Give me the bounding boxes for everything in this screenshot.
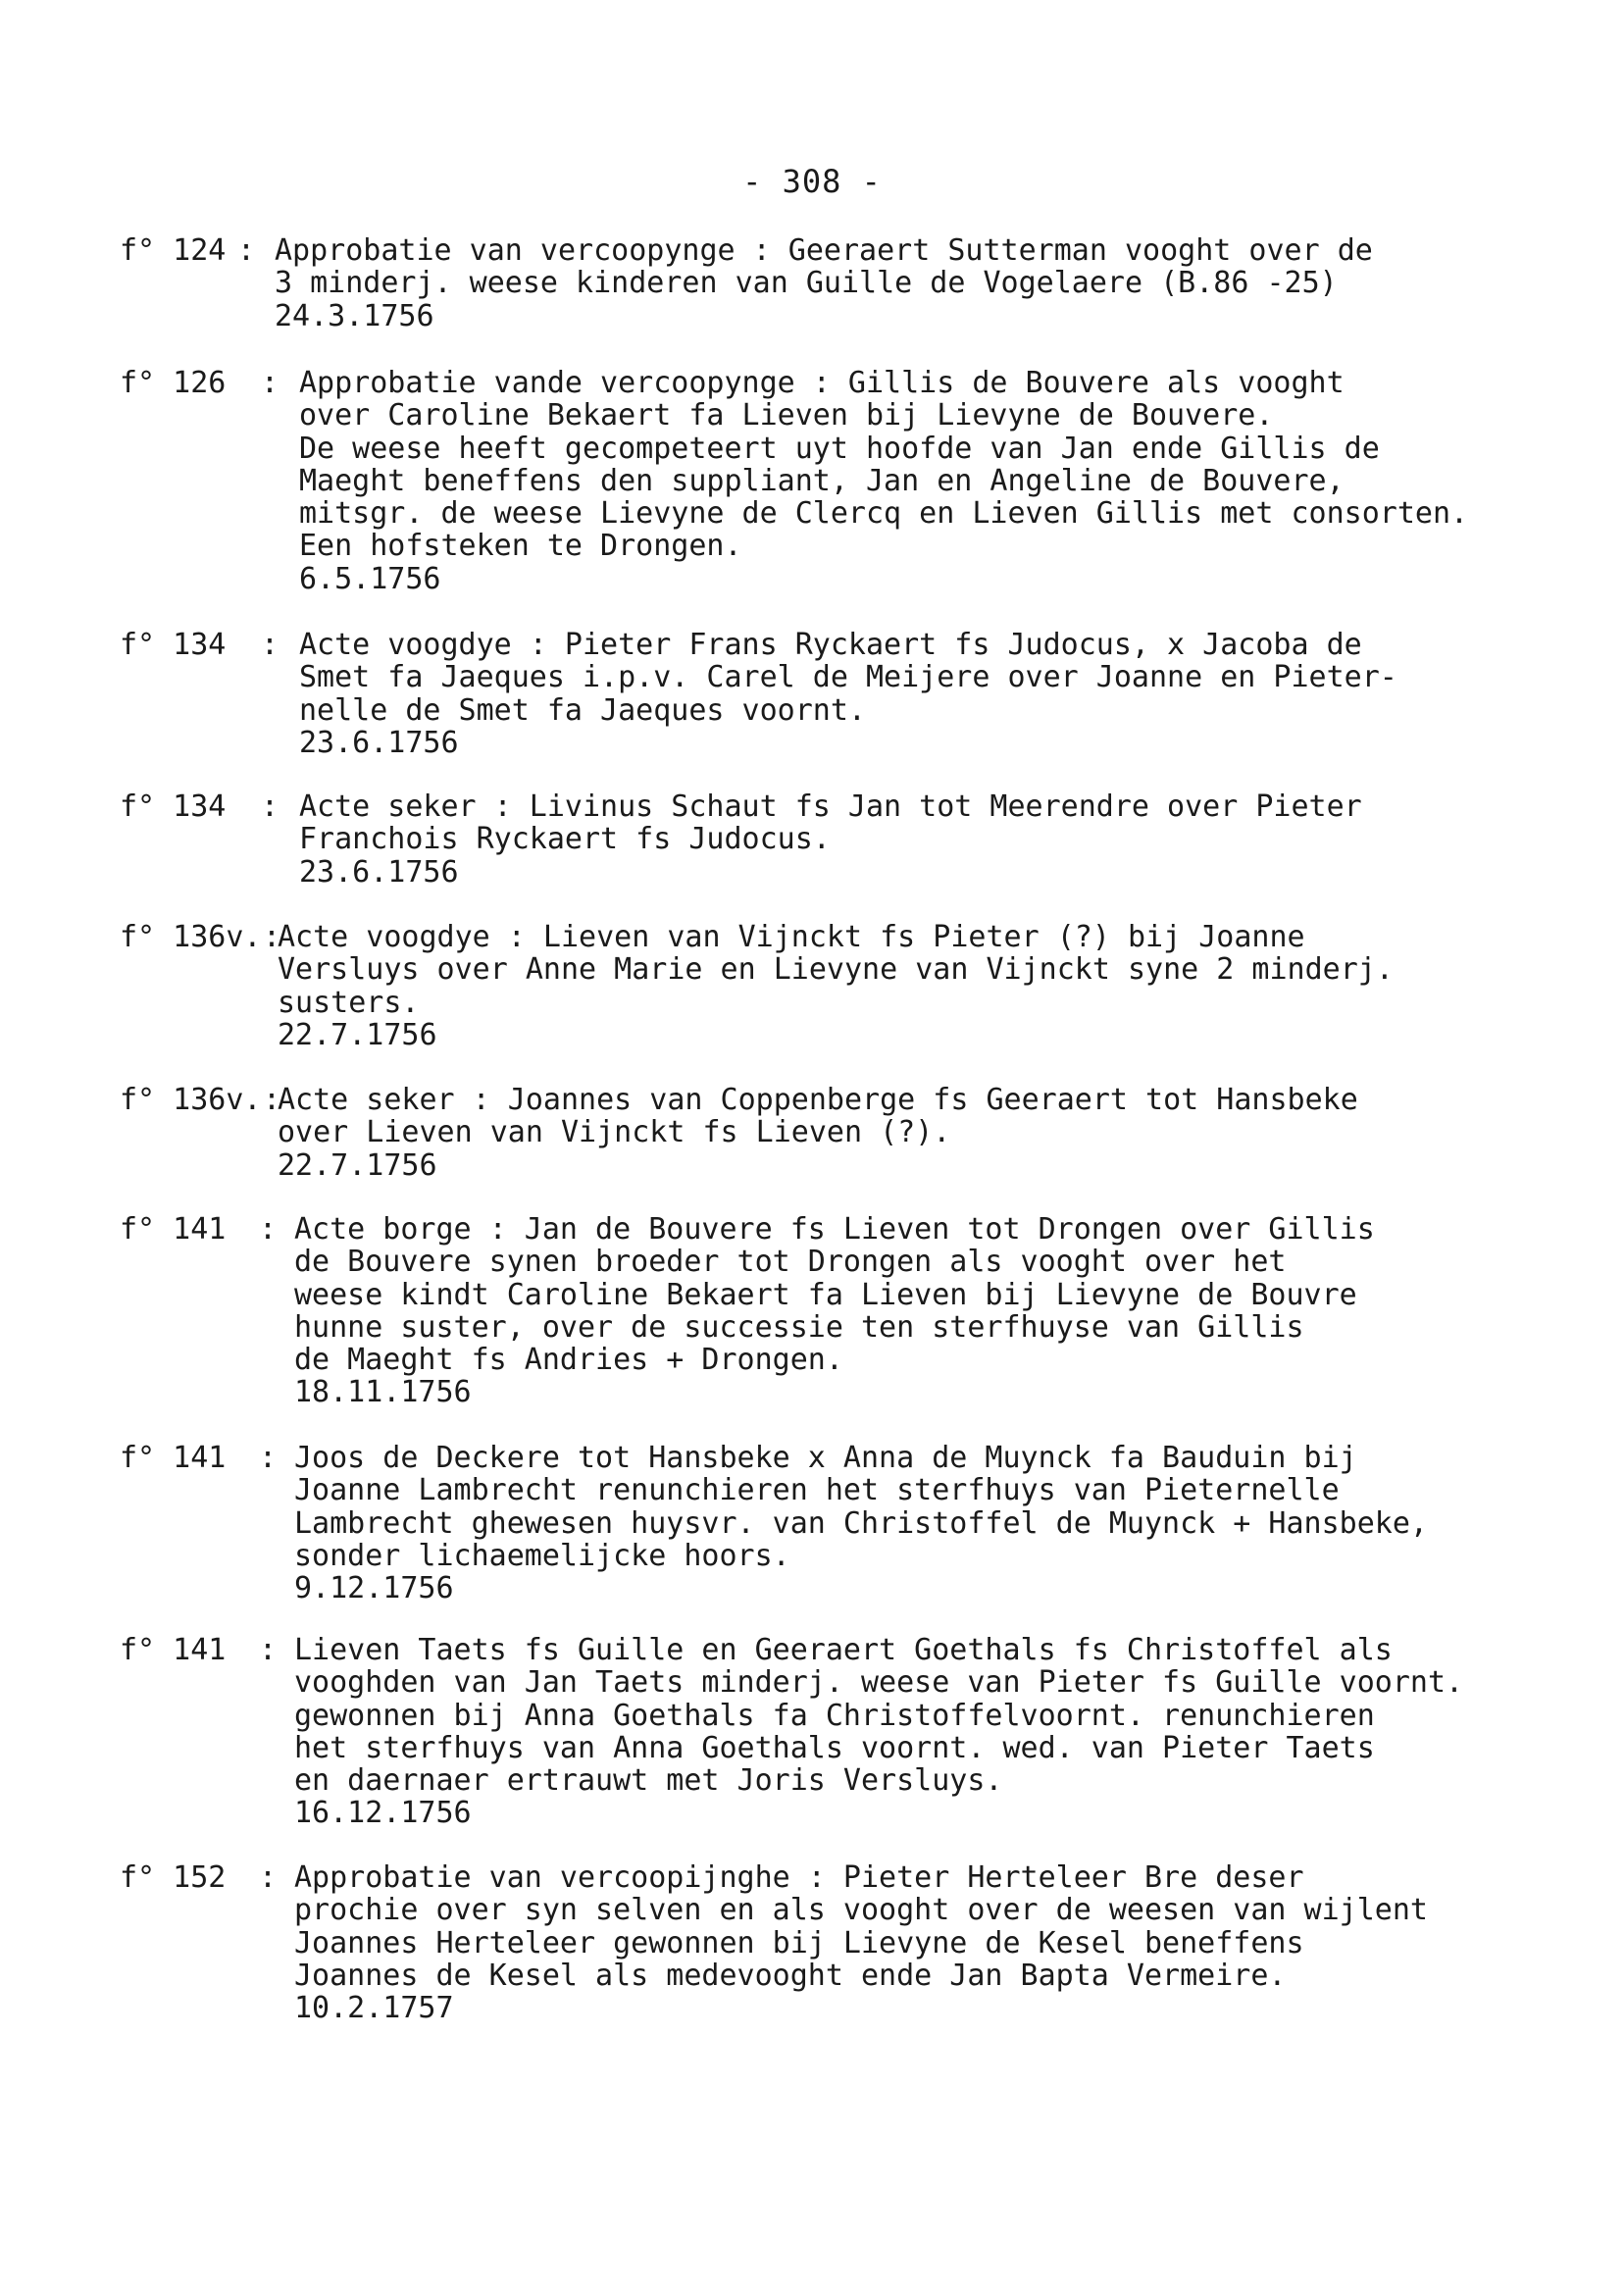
entry-line: Smet fa Jaeques i.p.v. Carel de Meijere over Joanne en Pieter- (299, 660, 1397, 695)
entry-line: Joannes de Kesel als medevooght ende Jan Bapta Vermeire. (294, 1958, 1287, 1993)
entry-text (275, 234, 1373, 332)
entry-line: en daernaer ertrauwt met Joris Versluys. (294, 1763, 1003, 1799)
entry-line: 23.6.1756 (299, 725, 459, 760)
entry-line: Acte seker : Livinus Schaut fs Jan tot Meerendre over Pieter (299, 789, 1362, 824)
entry-line: sonder lichaemelijcke hoors. (294, 1538, 790, 1573)
folio-separator: : (261, 789, 279, 824)
entry-line: Maeght beneffens den suppliant, Jan en Angeline de Bouvere, (299, 463, 1345, 498)
folio-separator: : (259, 1633, 278, 1667)
entry-line: 3 minderj. weese kinderen van Guille de Vogelaere (B.86 -25) (275, 266, 1338, 301)
entry-line: 18.11.1756 (294, 1375, 472, 1410)
entry-line: Lieven Taets fs Guille en Geeraert Goethals fs Christoffel als (294, 1633, 1393, 1667)
folio-separator: : (259, 1860, 278, 1895)
entry-text (278, 921, 1394, 1051)
entry-line: 16.12.1756 (294, 1796, 472, 1831)
folio-separator: : (237, 233, 256, 268)
folio-reference: f° 126 (120, 366, 227, 400)
folio-reference: f° 136v. (120, 920, 262, 954)
entry-line: Approbatie van vercoopynge : Geeraert Sutterman vooght over de (275, 233, 1373, 268)
folio-reference: f° 136v. (120, 1083, 262, 1117)
entry-line: 22.7.1756 (278, 1017, 437, 1052)
entry-line: het sterfhuys van Anna Goethals voornt. wed. van Pieter Taets (294, 1730, 1375, 1765)
entry-line: Lambrecht ghewesen huysvr. van Christoffel de Muynck + Hansbeke, (294, 1505, 1428, 1541)
entry-line: Franchois Ryckaert fs Judocus. (299, 822, 831, 857)
entry-text (299, 629, 1397, 759)
folio-separator: : (259, 1441, 278, 1475)
entry-line: hunne suster, over de successie ten sterfhuyse van Gillis (294, 1309, 1304, 1345)
entry-line: 24.3.1756 (275, 298, 434, 333)
entry-line: Joanne Lambrecht renunchieren het sterfhuys van Pieternelle (294, 1473, 1340, 1508)
entry-line: susters. (278, 985, 420, 1020)
folio-separator: : (261, 628, 279, 662)
entry-line: weese kindt Caroline Bekaert fa Lieven bij Lievyne de Bouvre (294, 1277, 1357, 1312)
entry-line: Approbatie van vercoopijnghe : Pieter Herteleer Bre deser (294, 1860, 1304, 1895)
entry-line: Acte voogdye : Lieven van Vijnckt fs Pieter (?) bij Joanne (278, 920, 1305, 954)
entry-line: De weese heeft gecompeteert uyt hoofde van Jan ende Gillis de (299, 431, 1380, 466)
folio-reference: f° 124 (120, 233, 227, 268)
page-number: - 308 - (742, 163, 882, 200)
entry-line: nelle de Smet fa Jaeques voornt. (299, 692, 866, 728)
entry-text (294, 1861, 1428, 2024)
entry-line: Versluys over Anne Marie en Lievyne van Vijnckt syne 2 minderj. (278, 952, 1394, 988)
folio-reference: f° 141 (120, 1441, 227, 1475)
folio-reference: f° 134 (120, 628, 227, 662)
entry-line: Acte seker : Joannes van Coppenberge fs Geeraert tot Hansbeke (278, 1083, 1358, 1117)
entry-line: de Maeght fs Andries + Drongen. (294, 1343, 843, 1378)
folio-separator: : (263, 1083, 281, 1117)
entry-line: de Bouvere synen broeder tot Drongen als vooght over het (294, 1245, 1287, 1280)
entry-line: 9.12.1756 (294, 1571, 454, 1606)
folio-reference: f° 141 (120, 1212, 227, 1247)
entry-line: Joannes Herteleer gewonnen bij Lievyne de Kesel beneffens (294, 1925, 1304, 1960)
entry-line: mitsgr. de weese Lievyne de Clercq en Lieven Gillis met consorten. (299, 496, 1469, 532)
entry-text (278, 1084, 1358, 1182)
entry-line: over Lieven van Vijnckt fs Lieven (?). (278, 1115, 951, 1150)
entry-line: 23.6.1756 (299, 854, 459, 890)
entry-line: 22.7.1756 (278, 1147, 437, 1183)
entry-line: prochie over syn selven en als vooght over de weesen van wijlent (294, 1893, 1428, 1928)
entry-line: Een hofsteken te Drongen. (299, 529, 742, 564)
folio-separator: : (261, 366, 279, 400)
entry-text (294, 1213, 1375, 1409)
folio-reference: f° 141 (120, 1633, 227, 1667)
folio-separator: : (263, 920, 281, 954)
entry-line: Joos de Deckere tot Hansbeke x Anna de Muynck fa Bauduin bij (294, 1441, 1357, 1475)
entry-line: 10.2.1757 (294, 1991, 454, 2026)
entry-text (299, 367, 1468, 595)
entry-line: vooghden van Jan Taets minderj. weese van Pieter fs Guille voornt. (294, 1665, 1464, 1701)
entry-line: Acte voogdye : Pieter Frans Ryckaert fs Judocus, x Jacoba de (299, 628, 1362, 662)
folio-reference: f° 152 (120, 1860, 227, 1895)
folio-reference: f° 134 (120, 789, 227, 824)
entry-text (294, 1442, 1428, 1604)
entry-text (294, 1634, 1463, 1830)
entry-text (299, 790, 1362, 889)
entry-line: Acte borge : Jan de Bouvere fs Lieven tot Drongen over Gillis (294, 1212, 1375, 1247)
folio-separator: : (259, 1212, 278, 1247)
entry-line: 6.5.1756 (299, 561, 441, 596)
entry-line: gewonnen bij Anna Goethals fa Christoffelvoornt. renunchieren (294, 1698, 1375, 1733)
entry-line: Approbatie vande vercoopynge : Gillis de Bouvere als vooght (299, 366, 1345, 400)
entry-line: over Caroline Bekaert fa Lieven bij Lievyne de Bouvere. (299, 398, 1274, 433)
